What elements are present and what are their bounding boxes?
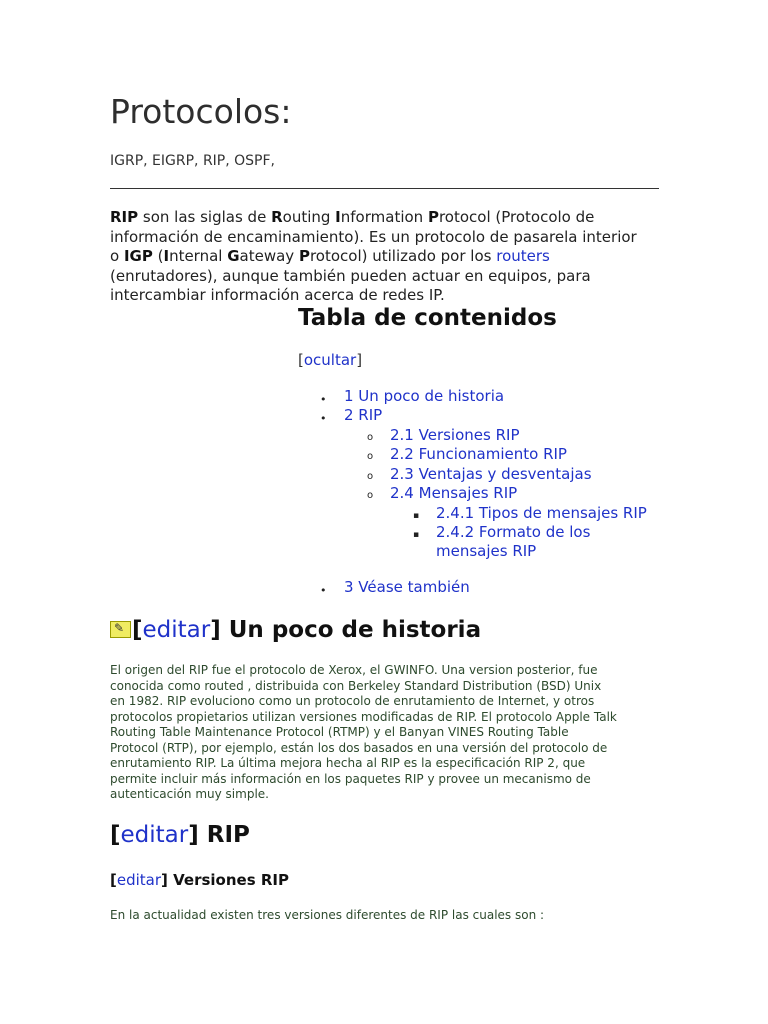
section-title: Versiones RIP <box>167 871 289 889</box>
intro-text: nformation <box>340 208 428 226</box>
bullet-square: ▪ <box>413 511 420 521</box>
toc-item-ventajas[interactable]: 2.3 Ventajas y desventajas <box>390 465 592 483</box>
paragraph-line: Routing Table Maintenance Protocol (RTMP) y el Banyan VINES Routing Table <box>110 725 569 739</box>
intro-text: rotocol) utilizado por los <box>309 247 497 265</box>
rip-bold: RIP <box>110 208 139 226</box>
intro-bold-letter: I <box>335 208 341 226</box>
paragraph-line: enrutamiento RIP. La última mejora hecha al RIP es la especificación RIP 2, que <box>110 756 586 770</box>
bullet-disc: • <box>320 584 327 597</box>
igp-bold: IGP <box>123 247 153 265</box>
paragraph-line: permite incluir más información en los paquetes RIP y provee un mecanismo de <box>110 771 591 786</box>
edit-pencil-icon[interactable]: ✎ <box>110 621 131 638</box>
paragraph-line: Protocol (RTP), por ejemplo, están los dos basados en una versión del protocolo de <box>110 740 608 755</box>
intro-text: outing <box>282 208 336 226</box>
routers-link[interactable]: routers <box>496 247 550 265</box>
intro-text: rotocol (Protocolo de <box>438 208 595 226</box>
hide-toc-link[interactable]: ocultar <box>303 351 357 369</box>
toc-item-vease[interactable]: 3 Véase también <box>344 578 470 596</box>
toc-hide-toggle <box>298 351 362 369</box>
intro-text: (enrutadores), aunque también pueden actuar en equipos, para <box>110 266 591 285</box>
section-heading-rip <box>110 822 250 848</box>
toc-item-tipos-mensajes[interactable]: 2.4.1 Tipos de mensajes RIP <box>436 504 647 522</box>
intro-text: son las siglas de <box>138 208 272 226</box>
historia-paragraph <box>110 663 640 803</box>
intro-bold-letter: P <box>427 208 439 226</box>
toc-title: Tabla de contenidos <box>298 305 557 331</box>
bullet-disc: • <box>320 393 327 406</box>
bracket: ] <box>161 871 168 889</box>
toc-item-funcionamiento[interactable]: 2.2 Funcionamiento RIP <box>390 445 567 463</box>
paragraph-line: El origen del RIP fue el protocolo de Xerox, el GWINFO. Una version posterior, fue <box>110 663 598 677</box>
intro-text: intercambiar información acerca de redes IP. <box>110 286 445 304</box>
bullet-circle: o <box>367 471 374 482</box>
toc-item-rip[interactable]: 2 RIP <box>344 406 383 424</box>
intro-bold-letter: G <box>227 247 240 265</box>
paragraph-line: autenticación muy simple. <box>110 787 269 801</box>
section-heading-versiones <box>110 871 289 889</box>
toc-item-versiones[interactable]: 2.1 Versiones RIP <box>390 426 520 444</box>
intro-bold-letter: P <box>298 247 310 265</box>
intro-text: nternal <box>169 247 228 265</box>
bullet-square: ▪ <box>413 530 420 540</box>
intro-bold-letter: R <box>271 208 283 226</box>
bracket: [ <box>110 822 121 848</box>
bracket: [ <box>110 871 117 889</box>
toc-item-historia[interactable]: 1 Un poco de historia <box>344 387 505 405</box>
intro-text: información de encaminamiento). Es un protocolo de pasarela interior <box>110 227 637 246</box>
intro-paragraph <box>110 208 665 306</box>
bracket: ] <box>210 617 221 643</box>
toc-item-formato-mensajes[interactable]: 2.4.2 Formato de los <box>436 523 591 541</box>
paragraph-line: protocolos propietarios utilizan versiones modificadas de RIP. El protocolo Apple Talk <box>110 709 617 724</box>
page-title: Protocolos: <box>110 92 292 131</box>
section-title: RIP <box>198 822 250 848</box>
bracket: ] <box>356 351 363 369</box>
bullet-circle: o <box>367 432 374 443</box>
divider <box>110 188 659 189</box>
edit-historia-link[interactable]: editar <box>142 617 211 643</box>
protocol-list: IGRP, EIGRP, RIP, OSPF, <box>110 153 275 169</box>
edit-rip-link[interactable]: editar <box>120 822 189 848</box>
bullet-circle: o <box>367 451 374 462</box>
bullet-disc: • <box>320 412 327 425</box>
intro-text: ateway <box>239 247 299 265</box>
bracket: [ <box>132 617 143 643</box>
bracket: [ <box>298 351 304 369</box>
paragraph-line: conocida como routed , distribuida con Berkeley Standard Distribution (BSD) Unix <box>110 678 602 693</box>
intro-text: ( <box>152 247 164 265</box>
bracket: ] <box>188 822 199 848</box>
section-title: Un poco de historia <box>220 617 482 643</box>
toc-item-formato-mensajes-cont[interactable]: mensajes RIP <box>436 542 537 560</box>
intro-text: o <box>110 247 124 265</box>
intro-bold-letter: I <box>163 247 170 265</box>
edit-versiones-link[interactable]: editar <box>116 871 162 889</box>
paragraph-line: en 1982. RIP evoluciono como un protocolo de enrutamiento de Internet, y otros <box>110 694 595 708</box>
section-heading-historia <box>110 617 481 643</box>
bullet-circle: o <box>367 490 374 501</box>
toc-item-mensajes[interactable]: 2.4 Mensajes RIP <box>390 484 518 502</box>
versiones-paragraph: En la actualidad existen tres versiones diferentes de RIP las cuales son : <box>110 908 545 922</box>
